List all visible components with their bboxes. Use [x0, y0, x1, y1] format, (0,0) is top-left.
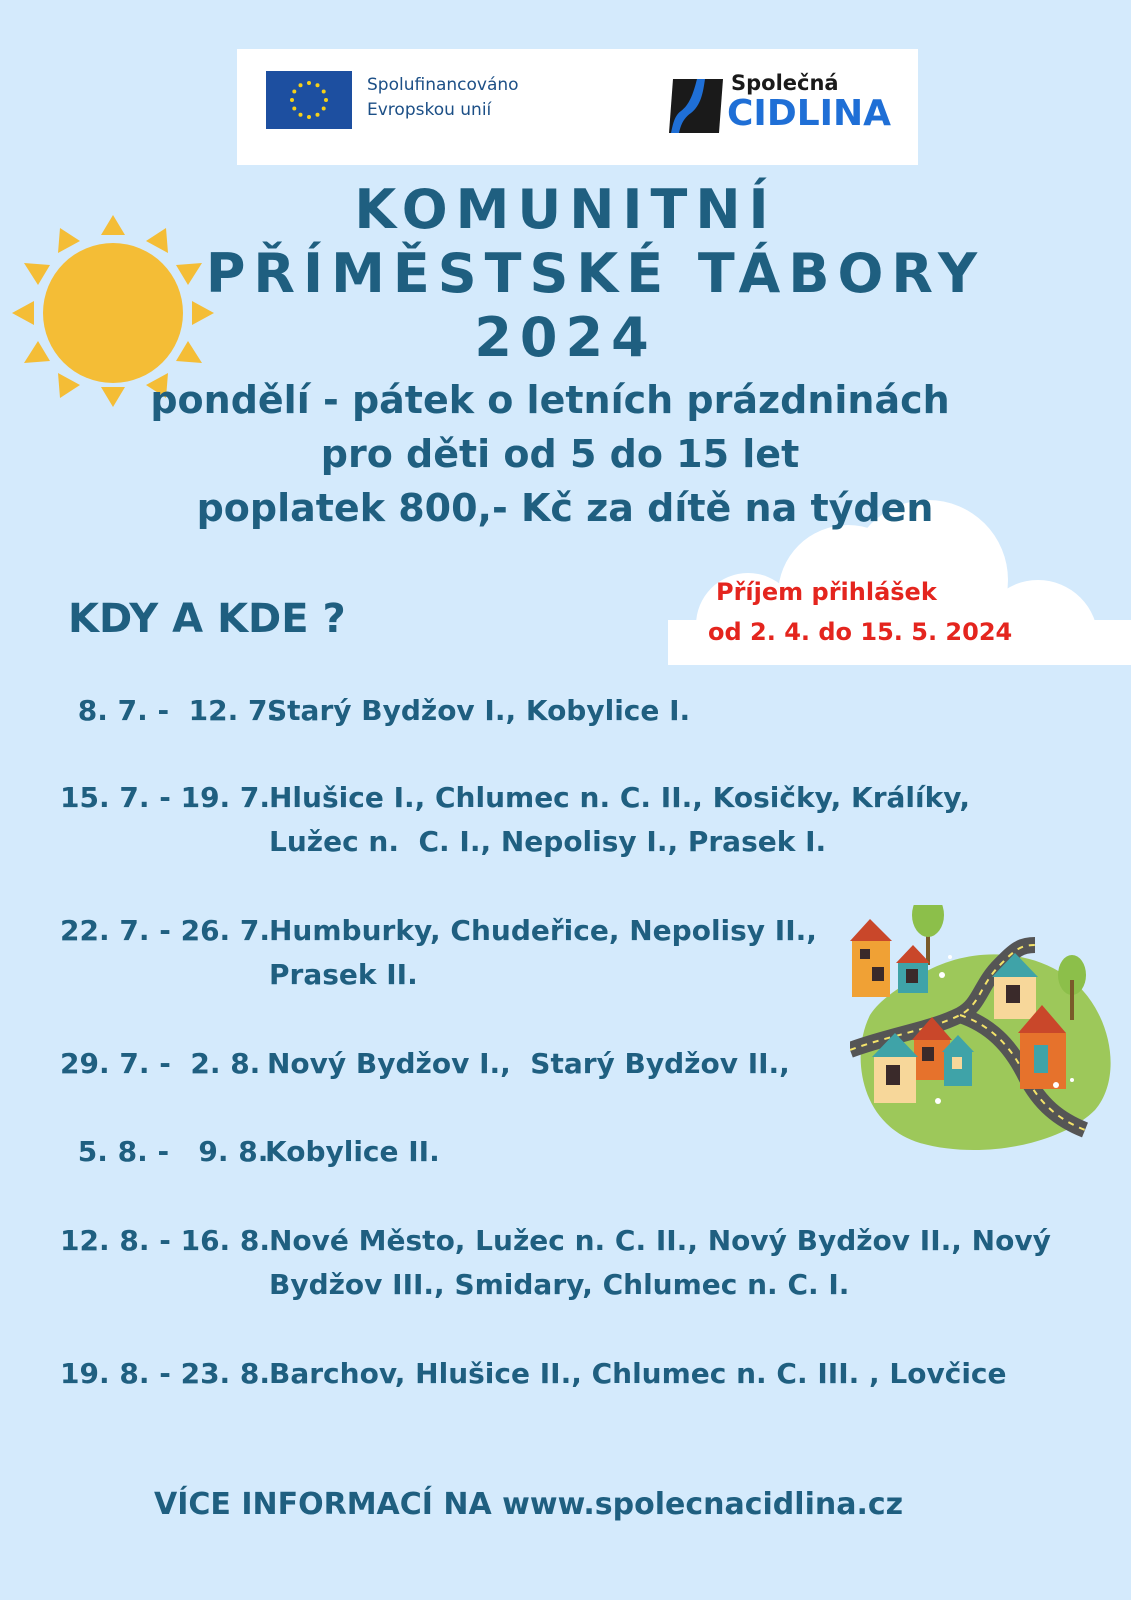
schedule-places-cont: Prasek II. [269, 958, 418, 991]
schedule-row [68, 689, 1028, 733]
eu-flag-icon [266, 71, 352, 129]
schedule-date: 19. 8. - 23. 8. [60, 1357, 271, 1390]
schedule-row [60, 1219, 1120, 1307]
schedule-date: 15. 7. - 19. 7. [60, 781, 271, 814]
eu-cofinancing-text [367, 73, 519, 123]
spolecna-cidlina-logo [667, 71, 897, 141]
registration-line1: Příjem přihlášek [716, 578, 937, 606]
cidlina-logo-icon [667, 75, 725, 135]
subtitle-days: pondělí - pátek o letních prázdninách [150, 378, 950, 422]
logo-text-spolecna: Společná [731, 71, 839, 95]
schedule-places: Hlušice I., Chlumec n. C. II., Kosičky, Králíky, [269, 781, 970, 814]
schedule-places: Nové Město, Lužec n. C. II., Nový Bydžov II., Nový [269, 1224, 1051, 1257]
logo-text-cidlina: CIDLINA [727, 93, 892, 134]
title-line1: KOMUNITNÍ [354, 178, 777, 241]
registration-dates: od 2. 4. do 15. 5. 2024 [708, 618, 1013, 646]
schedule-row [60, 909, 860, 997]
subtitle-age: pro děti od 5 do 15 let [320, 432, 800, 476]
section-heading: KDY A KDE ? [68, 596, 346, 642]
subtitle-fee: poplatek 800,- Kč za dítě na týden [196, 486, 934, 530]
logo-bar [237, 49, 918, 165]
schedule-date: 22. 7. - 26. 7. [60, 914, 271, 947]
registration-info [708, 572, 1013, 652]
schedule-places: Barchov, Hlušice II., Chlumec n. C. III. , Lovčice [269, 1357, 1007, 1390]
schedule-row [60, 776, 1070, 864]
village-illustration [850, 905, 1118, 1155]
schedule-places-cont: Bydžov III., Smidary, Chlumec n. C. I. [269, 1268, 850, 1301]
schedule-row [68, 1130, 868, 1174]
title-line3: 2024 [474, 306, 657, 369]
schedule-places: Nový Bydžov I., Starý Bydžov II., [267, 1047, 790, 1080]
schedule-date: 5. 8. - 9. 8. [68, 1135, 269, 1168]
footer-website: VÍCE INFORMACÍ NA www.spolecnacidlina.cz [154, 1487, 904, 1522]
schedule-places: Humburky, Chudeřice, Nepolisy II., [269, 914, 817, 947]
schedule-places: Starý Bydžov I., Kobylice I. [267, 694, 691, 727]
schedule-date: 29. 7. - 2. 8. [60, 1047, 261, 1080]
schedule-places-cont: Lužec n. C. I., Nepolisy I., Prasek I. [269, 825, 827, 858]
title-line2: PŘÍMĚSTSKÉ TÁBORY [205, 242, 986, 305]
schedule-date: 12. 8. - 16. 8. [60, 1224, 271, 1257]
schedule-row [60, 1352, 1120, 1396]
eu-text-line1: Spolufinancováno [367, 75, 519, 95]
schedule-places: Kobylice II. [265, 1135, 440, 1168]
eu-text-line2: Evropskou unií [367, 100, 492, 120]
schedule-row [60, 1042, 860, 1086]
schedule-date: 8. 7. - 12. 7. [68, 694, 279, 727]
